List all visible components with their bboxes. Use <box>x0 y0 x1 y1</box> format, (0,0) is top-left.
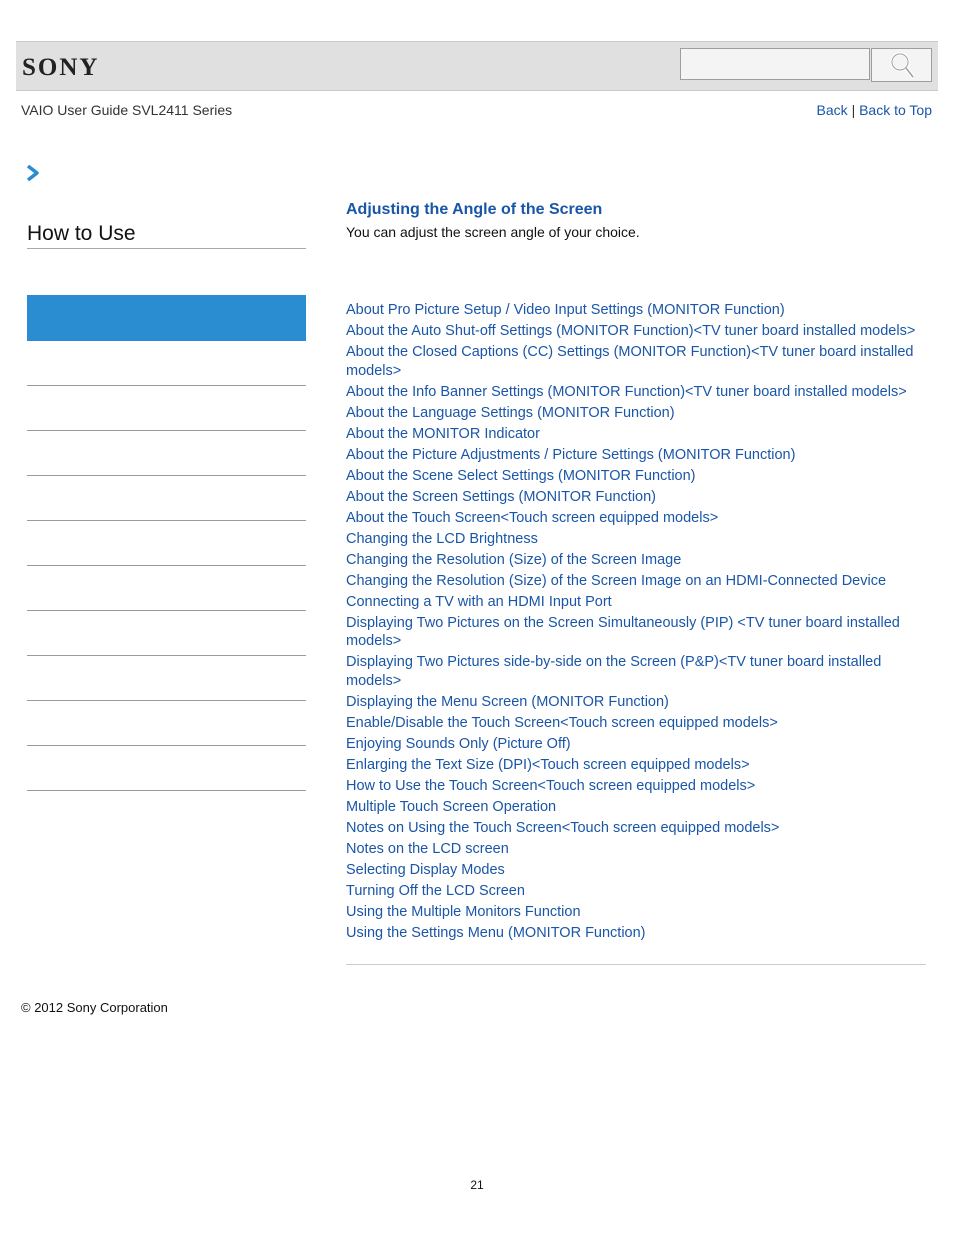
related-link[interactable]: How to Use the Touch Screen<Touch screen equipped models> <box>346 777 756 794</box>
related-link[interactable]: About the Auto Shut-off Settings (MONITOR Function)<TV tuner board installed models> <box>346 323 916 339</box>
related-link[interactable]: Changing the LCD Brightness <box>346 530 538 547</box>
related-link[interactable]: Using the Settings Menu (MONITOR Function) <box>346 924 646 941</box>
related-link[interactable]: Multiple Touch Screen Operation <box>346 798 557 815</box>
related-link[interactable]: About the Scene Select Settings (MONITOR Function) <box>346 467 696 484</box>
related-link[interactable]: Notes on Using the Touch Screen<Touch screen equipped models> <box>346 819 780 836</box>
related-link[interactable]: About the Language Settings (MONITOR Function) <box>346 404 675 421</box>
sidebar-item[interactable] <box>27 746 306 791</box>
sidebar-item[interactable] <box>27 521 306 566</box>
related-link[interactable]: Connecting a TV with an HDMI Input Port <box>346 593 612 610</box>
sidebar-item[interactable] <box>27 386 306 431</box>
page-title[interactable]: Adjusting the Angle of the Screen <box>346 201 603 218</box>
related-link[interactable]: Selecting Display Modes <box>346 861 505 878</box>
related-link[interactable]: Changing the Resolution (Size) of the Screen Image on an HDMI-Connected Device <box>346 572 887 589</box>
related-links-list <box>346 301 916 945</box>
guide-title: VAIO User Guide SVL2411 Series <box>21 102 233 118</box>
sidebar-item-active[interactable] <box>27 295 306 341</box>
related-link[interactable]: Notes on the LCD screen <box>346 840 509 857</box>
search-button[interactable] <box>871 48 932 82</box>
related-link[interactable]: Using the Multiple Monitors Function <box>346 903 581 920</box>
chevron-right-icon[interactable] <box>26 165 40 181</box>
related-link[interactable]: About the Touch Screen<Touch screen equipped models> <box>346 509 719 526</box>
related-link[interactable]: About the Picture Adjustments / Picture Settings (MONITOR Function) <box>346 446 796 463</box>
sidebar-menu <box>27 295 306 791</box>
search-input[interactable] <box>680 48 870 80</box>
related-link[interactable]: Displaying the Menu Screen (MONITOR Function) <box>346 693 669 710</box>
related-link[interactable]: About the MONITOR Indicator <box>346 425 540 442</box>
top-nav <box>817 102 932 118</box>
header-bar <box>16 41 938 91</box>
page-number: 21 <box>470 1178 484 1192</box>
sidebar-item[interactable] <box>27 566 306 611</box>
back-link[interactable]: Back <box>816 102 848 118</box>
related-link[interactable]: Changing the Resolution (Size) of the Screen Image <box>346 551 682 568</box>
back-to-top-link[interactable]: Back to Top <box>859 102 932 118</box>
sidebar-item[interactable] <box>27 611 306 656</box>
sony-logo[interactable]: SONY <box>22 54 100 81</box>
main-content <box>346 200 926 241</box>
related-link[interactable]: Enjoying Sounds Only (Picture Off) <box>346 735 571 752</box>
sidebar-item[interactable] <box>27 476 306 521</box>
related-link[interactable]: Displaying Two Pictures side-by-side on the Screen (P&P)<TV tuner board installed models> <box>346 654 882 689</box>
sidebar-item[interactable] <box>27 701 306 746</box>
sidebar-item[interactable] <box>27 341 306 386</box>
page-description: You can adjust the screen angle of your choice. <box>346 224 640 240</box>
nav-separator: | <box>851 102 856 118</box>
related-link[interactable]: About the Closed Captions (CC) Settings (MONITOR Function)<TV tuner board installed models> <box>346 344 914 379</box>
search-icon <box>889 51 915 79</box>
related-link[interactable]: About the Screen Settings (MONITOR Function) <box>346 488 657 505</box>
related-link[interactable]: Enable/Disable the Touch Screen<Touch screen equipped models> <box>346 714 778 731</box>
section-heading: How to Use <box>27 222 306 249</box>
related-link[interactable]: About Pro Picture Setup / Video Input Settings (MONITOR Function) <box>346 302 785 318</box>
sidebar-item[interactable] <box>27 431 306 476</box>
related-link[interactable]: About the Info Banner Settings (MONITOR Function)<TV tuner board installed models> <box>346 383 907 400</box>
related-link[interactable]: Turning Off the LCD Screen <box>346 882 525 899</box>
copyright: © 2012 Sony Corporation <box>21 1000 168 1015</box>
related-link[interactable]: Enlarging the Text Size (DPI)<Touch screen equipped models> <box>346 756 750 773</box>
related-link[interactable]: Displaying Two Pictures on the Screen Simultaneously (PIP) <TV tuner board installed models> <box>346 614 900 649</box>
sidebar-item[interactable] <box>27 656 306 701</box>
content-divider <box>346 964 926 965</box>
